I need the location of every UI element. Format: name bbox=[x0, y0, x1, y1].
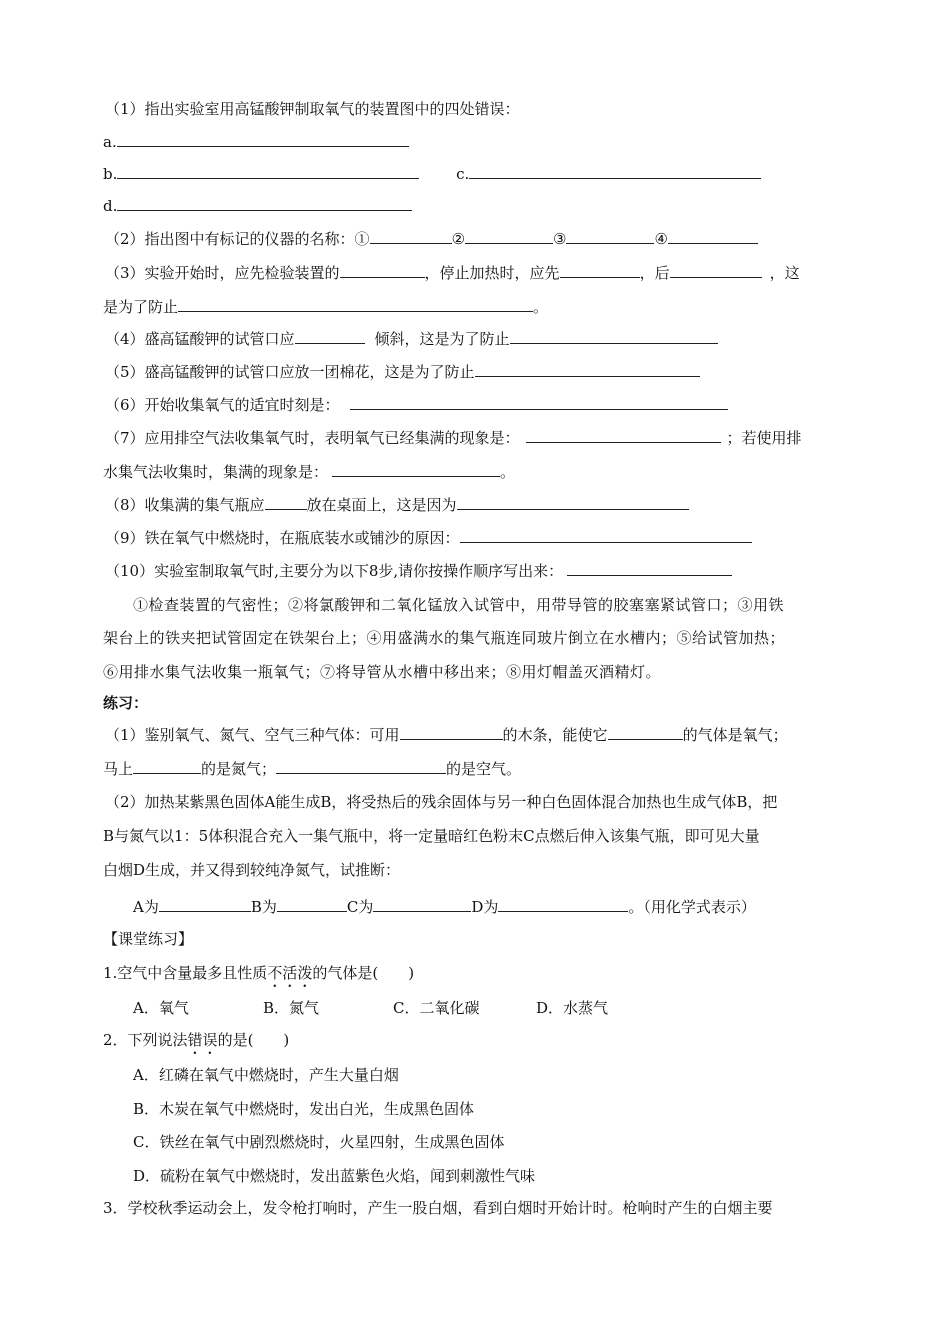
practice-heading: 练习： bbox=[103, 694, 149, 712]
e1-p4: 马上 bbox=[103, 760, 134, 778]
q3-p6: 。 bbox=[533, 298, 549, 316]
q5-p1: （5）盛高锰酸钾的试管口应放一团棉花，这是为了防止 bbox=[105, 363, 475, 381]
q10-steps-2: 架台上的铁夹把试管固定在铁架台上；④用盛满水的集气瓶连同玻片倒立在水槽内；⑤给试管加热； bbox=[103, 629, 786, 647]
blank-q8-2[interactable] bbox=[457, 494, 689, 510]
q7-p3: 水集气法收集时，集满的现象是： bbox=[103, 463, 329, 481]
practice-e2-line1: （2）加热某紫黑色固体A能生成B，将受热后的残余固体与另一种白色固体混合加热也生成气体B，把 bbox=[105, 793, 778, 811]
e1-p6: 的是空气。 bbox=[446, 760, 522, 778]
cq2-pre: 2．下列说法 bbox=[103, 1031, 188, 1049]
cq2-opt-c[interactable]: C．铁丝在氧气中剧烈燃烧时，火星四射，生成黑色固体 bbox=[133, 1133, 505, 1151]
q1-title: （1）指出实验室用高锰酸钾制取氧气的装置图中的四处错误： bbox=[105, 100, 520, 118]
blank-q4-1[interactable] bbox=[295, 328, 365, 344]
q8-line bbox=[105, 494, 689, 515]
blank-e2-d[interactable] bbox=[498, 896, 628, 912]
blank-b[interactable] bbox=[117, 163, 419, 179]
q7-line1 bbox=[105, 427, 802, 448]
mark-4: ④ bbox=[654, 230, 668, 248]
q2-text: （2）指出图中有标记的仪器的名称： bbox=[105, 230, 355, 248]
classroom-heading: 【课堂练习】 bbox=[103, 930, 194, 948]
cq1-pre: 1.空气中含量最多且性质 bbox=[103, 964, 268, 982]
blank-q5[interactable] bbox=[475, 361, 700, 377]
q6-p1: （6）开始收集氧气的适宜时刻是： bbox=[105, 396, 340, 414]
blank-d[interactable] bbox=[117, 195, 412, 211]
q7-p1: （7）应用排空气法收集氧气时，表明氧气已经集满的现象是： bbox=[105, 429, 520, 447]
q7-p4: 。 bbox=[500, 463, 516, 481]
blank-a[interactable] bbox=[117, 131, 409, 147]
cq1-options bbox=[133, 998, 608, 1018]
cq3-stem: 3．学校秋季运动会上，发令枪打响时，产生一股白烟，看到白烟时开始计时。枪响时产生的白烟主要 bbox=[103, 1199, 773, 1217]
label-b: b. bbox=[103, 165, 118, 183]
q3-p5: 是为了防止 bbox=[103, 298, 179, 316]
blank-q2-4[interactable] bbox=[668, 228, 758, 244]
practice-e2-answers bbox=[133, 896, 756, 917]
blank-q2-3[interactable] bbox=[566, 228, 654, 244]
blank-e1-2[interactable] bbox=[608, 724, 683, 740]
blank-q10[interactable] bbox=[567, 560, 732, 576]
blank-q9[interactable] bbox=[460, 527, 752, 543]
cq1-post: 的气体是( ) bbox=[312, 964, 415, 982]
q8-p1: （8）收集满的集气瓶应 bbox=[105, 496, 265, 514]
label-a: a. bbox=[103, 133, 117, 151]
q7-p2: ；若使用排 bbox=[726, 429, 802, 447]
blank-q3-1[interactable] bbox=[340, 262, 425, 278]
q3-p2: ，停止加热时，应先 bbox=[424, 264, 560, 282]
blank-q7-1[interactable] bbox=[526, 427, 721, 443]
q2-line bbox=[105, 228, 758, 249]
blank-e2-b[interactable] bbox=[277, 896, 347, 912]
label-c: c. bbox=[456, 165, 470, 183]
blank-q2-2[interactable] bbox=[465, 228, 553, 244]
cq2-post: 的是( ) bbox=[217, 1031, 290, 1049]
q1-line-bc bbox=[103, 163, 761, 184]
q1-line-a bbox=[103, 131, 409, 152]
q6-line bbox=[105, 394, 728, 415]
mark-1: ① bbox=[354, 230, 370, 248]
blank-e2-a[interactable] bbox=[159, 896, 251, 912]
blank-q3-4[interactable] bbox=[178, 296, 533, 312]
q3-line2 bbox=[103, 296, 548, 317]
q10-steps-3: ⑥用排水集气法收集一瓶氧气；⑦将导管从水槽中移出来；⑧用灯帽盖灭酒精灯。 bbox=[103, 663, 662, 681]
q5-line bbox=[105, 361, 700, 382]
blank-q8-1[interactable] bbox=[265, 494, 307, 510]
blank-q2-1[interactable] bbox=[370, 228, 452, 244]
cq2-stem bbox=[103, 1030, 289, 1058]
q3-p3: ，后 bbox=[639, 264, 670, 282]
cq2-emph: 错误 bbox=[187, 1031, 218, 1049]
e2-b: B为 bbox=[250, 898, 277, 916]
e2-tail: 。（用化学式表示） bbox=[628, 898, 756, 916]
blank-e1-3[interactable] bbox=[133, 758, 201, 774]
blank-c[interactable] bbox=[469, 163, 761, 179]
practice-e2-line3: 白烟D生成，并又得到较纯净氮气，试推断： bbox=[103, 861, 401, 879]
e1-p3: 的气体是氧气； bbox=[682, 726, 788, 744]
e1-p1: （1）鉴别氧气、氮气、空气三种气体：可用 bbox=[105, 726, 400, 744]
cq1-stem bbox=[103, 963, 414, 991]
blank-q3-3[interactable] bbox=[670, 262, 762, 278]
cq1-opt-c[interactable]: C．二氧化碳 bbox=[393, 999, 480, 1017]
cq2-opt-d[interactable]: D．硫粉在氧气中燃烧时，发出蓝紫色火焰，闻到刺激性气味 bbox=[133, 1167, 536, 1185]
e1-p5: 的是氮气； bbox=[201, 760, 277, 778]
blank-e2-c[interactable] bbox=[373, 896, 471, 912]
practice-e1-line2 bbox=[103, 758, 521, 779]
q9-line bbox=[105, 527, 752, 548]
blank-q3-2[interactable] bbox=[560, 262, 640, 278]
q4-line bbox=[105, 328, 718, 349]
q1-line-d bbox=[103, 195, 412, 216]
cq1-opt-d[interactable]: D．水蒸气 bbox=[536, 999, 609, 1017]
cq1-opt-a[interactable]: A．氧气 bbox=[133, 999, 189, 1017]
blank-q4-2[interactable] bbox=[510, 328, 718, 344]
q3-p4: ，这 bbox=[769, 264, 800, 282]
q10-steps-1: ①检查装置的气密性；②将氯酸钾和二氧化锰放入试管中，用带导管的胶塞塞紧试管口；③用铁 bbox=[133, 596, 785, 614]
label-d: d. bbox=[103, 197, 118, 215]
blank-e1-1[interactable] bbox=[400, 724, 503, 740]
mark-2: ② bbox=[451, 230, 466, 248]
e1-p2: 的木条，能使它 bbox=[502, 726, 608, 744]
cq2-opt-b[interactable]: B．木炭在氧气中燃烧时，发出白光，生成黑色固体 bbox=[133, 1100, 475, 1118]
q7-line2 bbox=[103, 461, 515, 482]
e2-c: C为 bbox=[346, 898, 374, 916]
blank-q6[interactable] bbox=[350, 394, 728, 410]
mark-3: ③ bbox=[553, 230, 567, 248]
q10-p1: （10）实验室制取氧气时,主要分为以下8步,请你按操作顺序写出来： bbox=[105, 562, 564, 580]
cq1-opt-b[interactable]: B．氮气 bbox=[263, 999, 320, 1017]
q3-p1: （3）实验开始时，应先检验装置的 bbox=[105, 264, 340, 282]
q9-p1: （9）铁在氧气中燃烧时，在瓶底装水或铺沙的原因： bbox=[105, 529, 460, 547]
cq1-emph: 不活泼 bbox=[267, 964, 313, 982]
q8-p2: 放在桌面上，这是因为 bbox=[306, 496, 457, 514]
practice-e2-line2: B与氮气以1：5体积混合充入一集气瓶中，将一定量暗红色粉末C点燃后伸入该集气瓶，即可见大量 bbox=[103, 827, 760, 845]
e2-a: A为 bbox=[133, 898, 159, 916]
blank-q7-2[interactable] bbox=[332, 461, 500, 477]
q4-p2: 倾斜，这是为了防止 bbox=[374, 330, 510, 348]
q10-line bbox=[105, 560, 732, 581]
cq2-opt-a[interactable]: A．红磷在氧气中燃烧时，产生大量白烟 bbox=[133, 1066, 399, 1084]
e2-d: D为 bbox=[471, 898, 499, 916]
q4-p1: （4）盛高锰酸钾的试管口应 bbox=[105, 330, 295, 348]
blank-e1-4[interactable] bbox=[276, 758, 446, 774]
q3-line1 bbox=[105, 262, 800, 283]
practice-e1-line1 bbox=[105, 724, 788, 745]
